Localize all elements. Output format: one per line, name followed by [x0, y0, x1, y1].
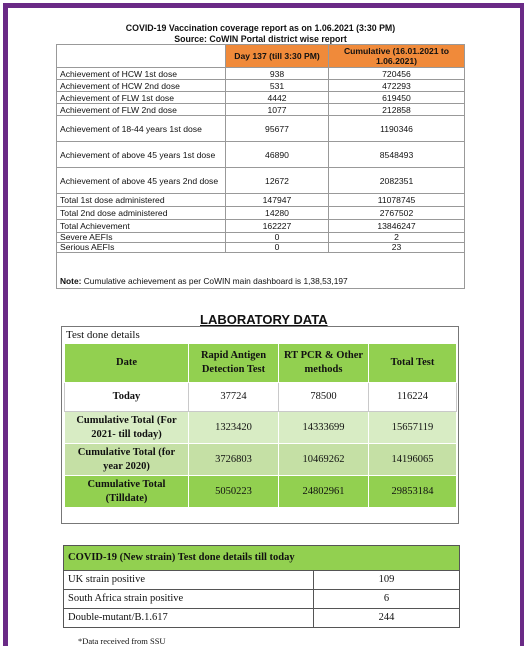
table-row — [57, 68, 465, 80]
table-row — [57, 104, 465, 116]
note-text: Cumulative achievement as per CoWIN main dashboard is 1,38,53,197 — [83, 276, 348, 286]
page-frame-top — [3, 3, 524, 8]
row-label: Severe AEFIs — [57, 233, 226, 243]
lab-row-rapid: 5050223 — [189, 476, 279, 508]
lab-title: LABORATORY DATA — [200, 312, 328, 327]
lab-row-rtpcr: 78500 — [279, 383, 369, 412]
row-label: Total 1st dose administered — [57, 194, 226, 207]
lab-section — [61, 326, 459, 524]
row-label: Achievement of HCW 2nd dose — [57, 80, 226, 92]
lab-header-date: Date — [65, 344, 189, 383]
strain-row-value: 6 — [314, 590, 460, 609]
row-cum: 2082351 — [329, 168, 465, 194]
row-day: 12672 — [226, 168, 329, 194]
table-row — [57, 207, 465, 220]
lab-row-label: Cumulative Total (for year 2020) — [65, 444, 189, 476]
table-row — [57, 92, 465, 104]
note-label: Note: — [60, 276, 82, 286]
table-row — [57, 80, 465, 92]
table-row — [64, 590, 460, 609]
table-row — [57, 116, 465, 142]
row-cum: 2767502 — [329, 207, 465, 220]
row-label: Total Achievement — [57, 220, 226, 233]
row-cum: 8548493 — [329, 142, 465, 168]
lab-row-rtpcr: 14333699 — [279, 412, 369, 444]
row-cum: 23 — [329, 243, 465, 253]
lab-header-total: Total Test — [369, 344, 457, 383]
header-cumulative: Cumulative (16.01.2021 to 1.06.2021) — [329, 45, 465, 68]
row-label: Achievement of FLW 2nd dose — [57, 104, 226, 116]
lab-row-total: 15657119 — [369, 412, 457, 444]
row-cum: 13846247 — [329, 220, 465, 233]
vaccination-title: COVID-19 Vaccination coverage report as on 1.06.2021 (3:30 PM) — [125, 22, 396, 33]
lab-row-rapid: 1323420 — [189, 412, 279, 444]
row-day: 1077 — [226, 104, 329, 116]
lab-row-total: 29853184 — [369, 476, 457, 508]
table-row — [64, 609, 460, 628]
strain-table — [63, 545, 460, 628]
strain-row-label: South Africa strain positive — [64, 590, 314, 609]
lab-subtitle: Test done details — [66, 329, 140, 341]
lab-row-label: Cumulative Total (For 2021- till today) — [65, 412, 189, 444]
row-label: Achievement of HCW 1st dose — [57, 68, 226, 80]
page-frame-right — [520, 3, 524, 646]
row-label: Achievement of 18-44 years 1st dose — [57, 116, 226, 142]
row-cum: 720456 — [329, 68, 465, 80]
row-day: 4442 — [226, 92, 329, 104]
strain-row-value: 244 — [314, 609, 460, 628]
row-day: 95677 — [226, 116, 329, 142]
page-frame-left — [3, 3, 8, 646]
row-day: 0 — [226, 233, 329, 243]
lab-row-total: 116224 — [369, 383, 457, 412]
row-cum: 2 — [329, 233, 465, 243]
header-blank — [57, 45, 226, 68]
strain-row-label: Double-mutant/B.1.617 — [64, 609, 314, 628]
note-spacer — [57, 253, 465, 275]
lab-row-total: 14196065 — [369, 444, 457, 476]
row-day: 147947 — [226, 194, 329, 207]
lab-row-rtpcr: 10469262 — [279, 444, 369, 476]
row-label: Achievement of FLW 1st dose — [57, 92, 226, 104]
strain-row-value: 109 — [314, 571, 460, 590]
row-label: Achievement of above 45 years 1st dose — [57, 142, 226, 168]
lab-header-rtpcr: RT PCR & Other methods — [279, 344, 369, 383]
table-row — [65, 476, 457, 508]
lab-row-rapid: 3726803 — [189, 444, 279, 476]
row-day: 46890 — [226, 142, 329, 168]
vaccination-source: Source: CoWIN Portal district wise report — [174, 33, 347, 44]
row-cum: 619450 — [329, 92, 465, 104]
row-day: 531 — [226, 80, 329, 92]
lab-row-label: Today — [65, 383, 189, 412]
row-cum: 11078745 — [329, 194, 465, 207]
lab-row-rtpcr: 24802961 — [279, 476, 369, 508]
table-row — [57, 194, 465, 207]
row-day: 14280 — [226, 207, 329, 220]
lab-table — [64, 343, 457, 508]
lab-row-label: Cumulative Total (Tilldate) — [65, 476, 189, 508]
table-row — [65, 383, 457, 412]
row-label: Total 2nd dose administered — [57, 207, 226, 220]
table-row — [57, 233, 465, 243]
row-cum: 1190346 — [329, 116, 465, 142]
row-label: Serious AEFIs — [57, 243, 226, 253]
vaccination-table — [56, 22, 465, 289]
row-day: 938 — [226, 68, 329, 80]
row-day: 0 — [226, 243, 329, 253]
header-day: Day 137 (till 3:30 PM) — [226, 45, 329, 68]
strain-footnote: *Data received from SSU — [78, 636, 166, 646]
lab-row-rapid: 37724 — [189, 383, 279, 412]
table-row — [57, 142, 465, 168]
table-row — [65, 412, 457, 444]
table-row — [65, 444, 457, 476]
row-day: 162227 — [226, 220, 329, 233]
row-label: Achievement of above 45 years 2nd dose — [57, 168, 226, 194]
table-row — [57, 220, 465, 233]
strain-title: COVID-19 (New strain) Test done details till today — [64, 546, 460, 571]
vaccination-note — [57, 274, 465, 289]
table-row — [57, 243, 465, 253]
table-row — [64, 571, 460, 590]
lab-header-rapid: Rapid Antigen Detection Test — [189, 344, 279, 383]
row-cum: 472293 — [329, 80, 465, 92]
strain-row-label: UK strain positive — [64, 571, 314, 590]
row-cum: 212858 — [329, 104, 465, 116]
table-row — [57, 168, 465, 194]
